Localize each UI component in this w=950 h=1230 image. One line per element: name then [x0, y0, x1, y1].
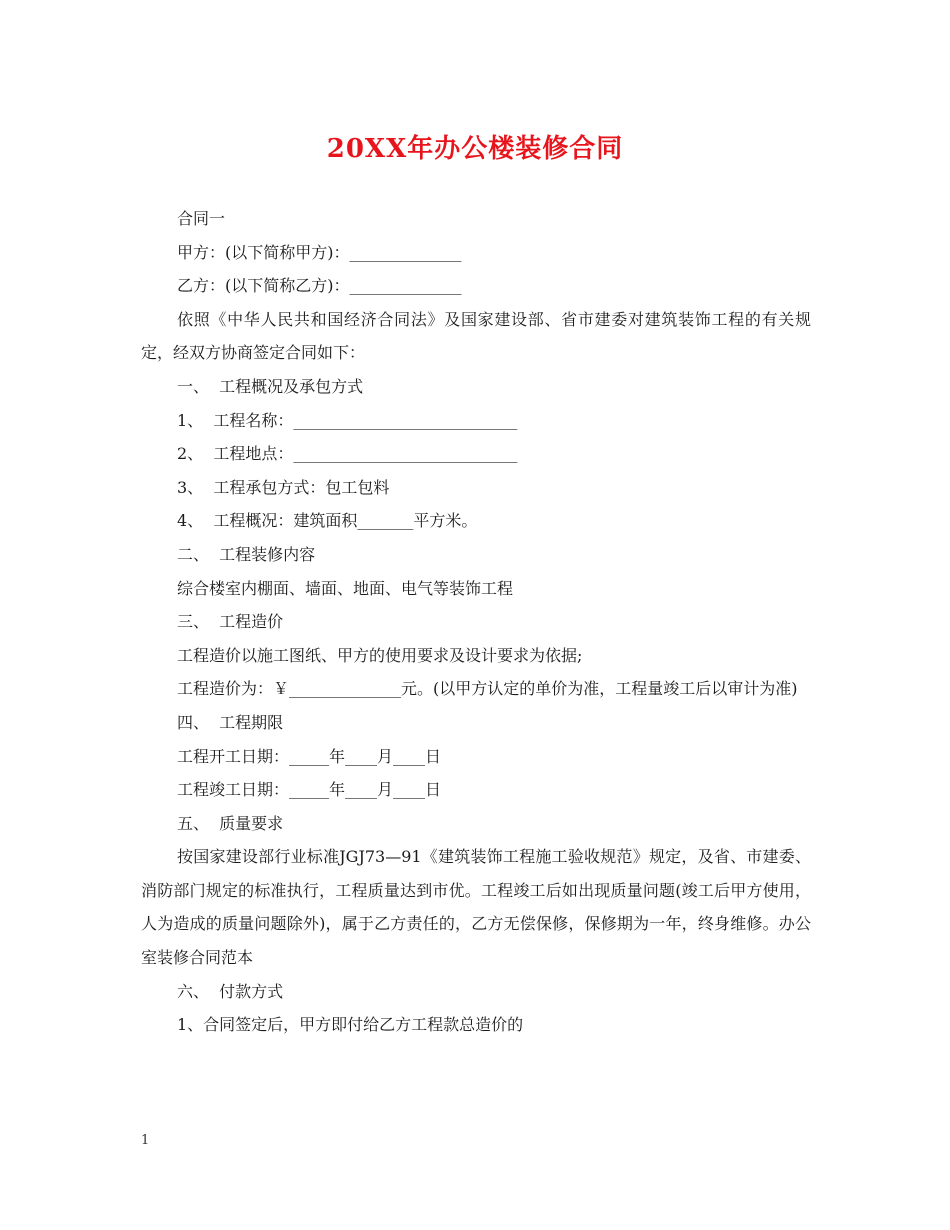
paragraph-completion-date: 工程竣工日期：_____年____月____日 [177, 780, 442, 800]
document-title: 20XX年办公楼装修合同 [326, 134, 624, 164]
paragraph-project-overview: 4、 工程概况：建筑面积_______平方米。 [177, 511, 478, 531]
section-heading-2: 二、 工程装修内容 [177, 544, 316, 564]
paragraph-decoration-content: 综合楼室内棚面、墙面、地面、电气等装饰工程 [177, 578, 514, 598]
paragraph-quality-requirements: 按国家建设部行业标准JGJ73—91《建筑装饰工程施工验收规范》规定，及省、市建委、消防部门规定的标准执行，工程质量达到市优。工程竣工后如出现质量问题(竣工后甲方使用，人为造成的质量问题除外)，属于乙方责任的，乙方无偿保修，保修期为一年，终身维修。办公室装修合同范本 [141, 847, 811, 968]
section-heading-6: 六、 付款方式 [177, 981, 284, 1001]
paragraph-contract-mode: 3、 工程承包方式：包工包料 [177, 477, 390, 497]
paragraph-cost-basis: 工程造价以施工图纸、甲方的使用要求及设计要求为依据; [177, 645, 583, 665]
section-heading-5: 五、 质量要求 [177, 813, 284, 833]
paragraph-preamble: 依照《中华人民共和国经济合同法》及国家建设部、省市建委对建筑装饰工程的有关规定，经双方协商签定合同如下： [141, 309, 811, 363]
paragraph-payment-1: 1、合同签定后，甲方即付给乙方工程款总造价的 [177, 1015, 524, 1035]
paragraph-party-a: 甲方：(以下简称甲方)：______________ [177, 242, 462, 262]
paragraph-cost-amount: 工程造价为：￥______________元。(以甲方认定的单价为准，工程量竣工后以审计为准) [177, 679, 798, 699]
paragraph-project-location: 2、 工程地点：____________________________ [177, 444, 518, 464]
section-heading-3: 三、 工程造价 [177, 612, 284, 632]
page-number: 1 [141, 1133, 150, 1148]
paragraph-start-date: 工程开工日期：_____年____月____日 [177, 746, 442, 766]
paragraph-contract-one: 合同一 [177, 209, 226, 228]
section-heading-1: 一、 工程概况及承包方式 [177, 376, 364, 396]
section-heading-4: 四、 工程期限 [177, 712, 284, 732]
document-body [141, 202, 811, 1042]
paragraph-project-name: 1、 工程名称：____________________________ [177, 410, 518, 430]
paragraph-party-b: 乙方：(以下简称乙方)：______________ [177, 276, 462, 296]
